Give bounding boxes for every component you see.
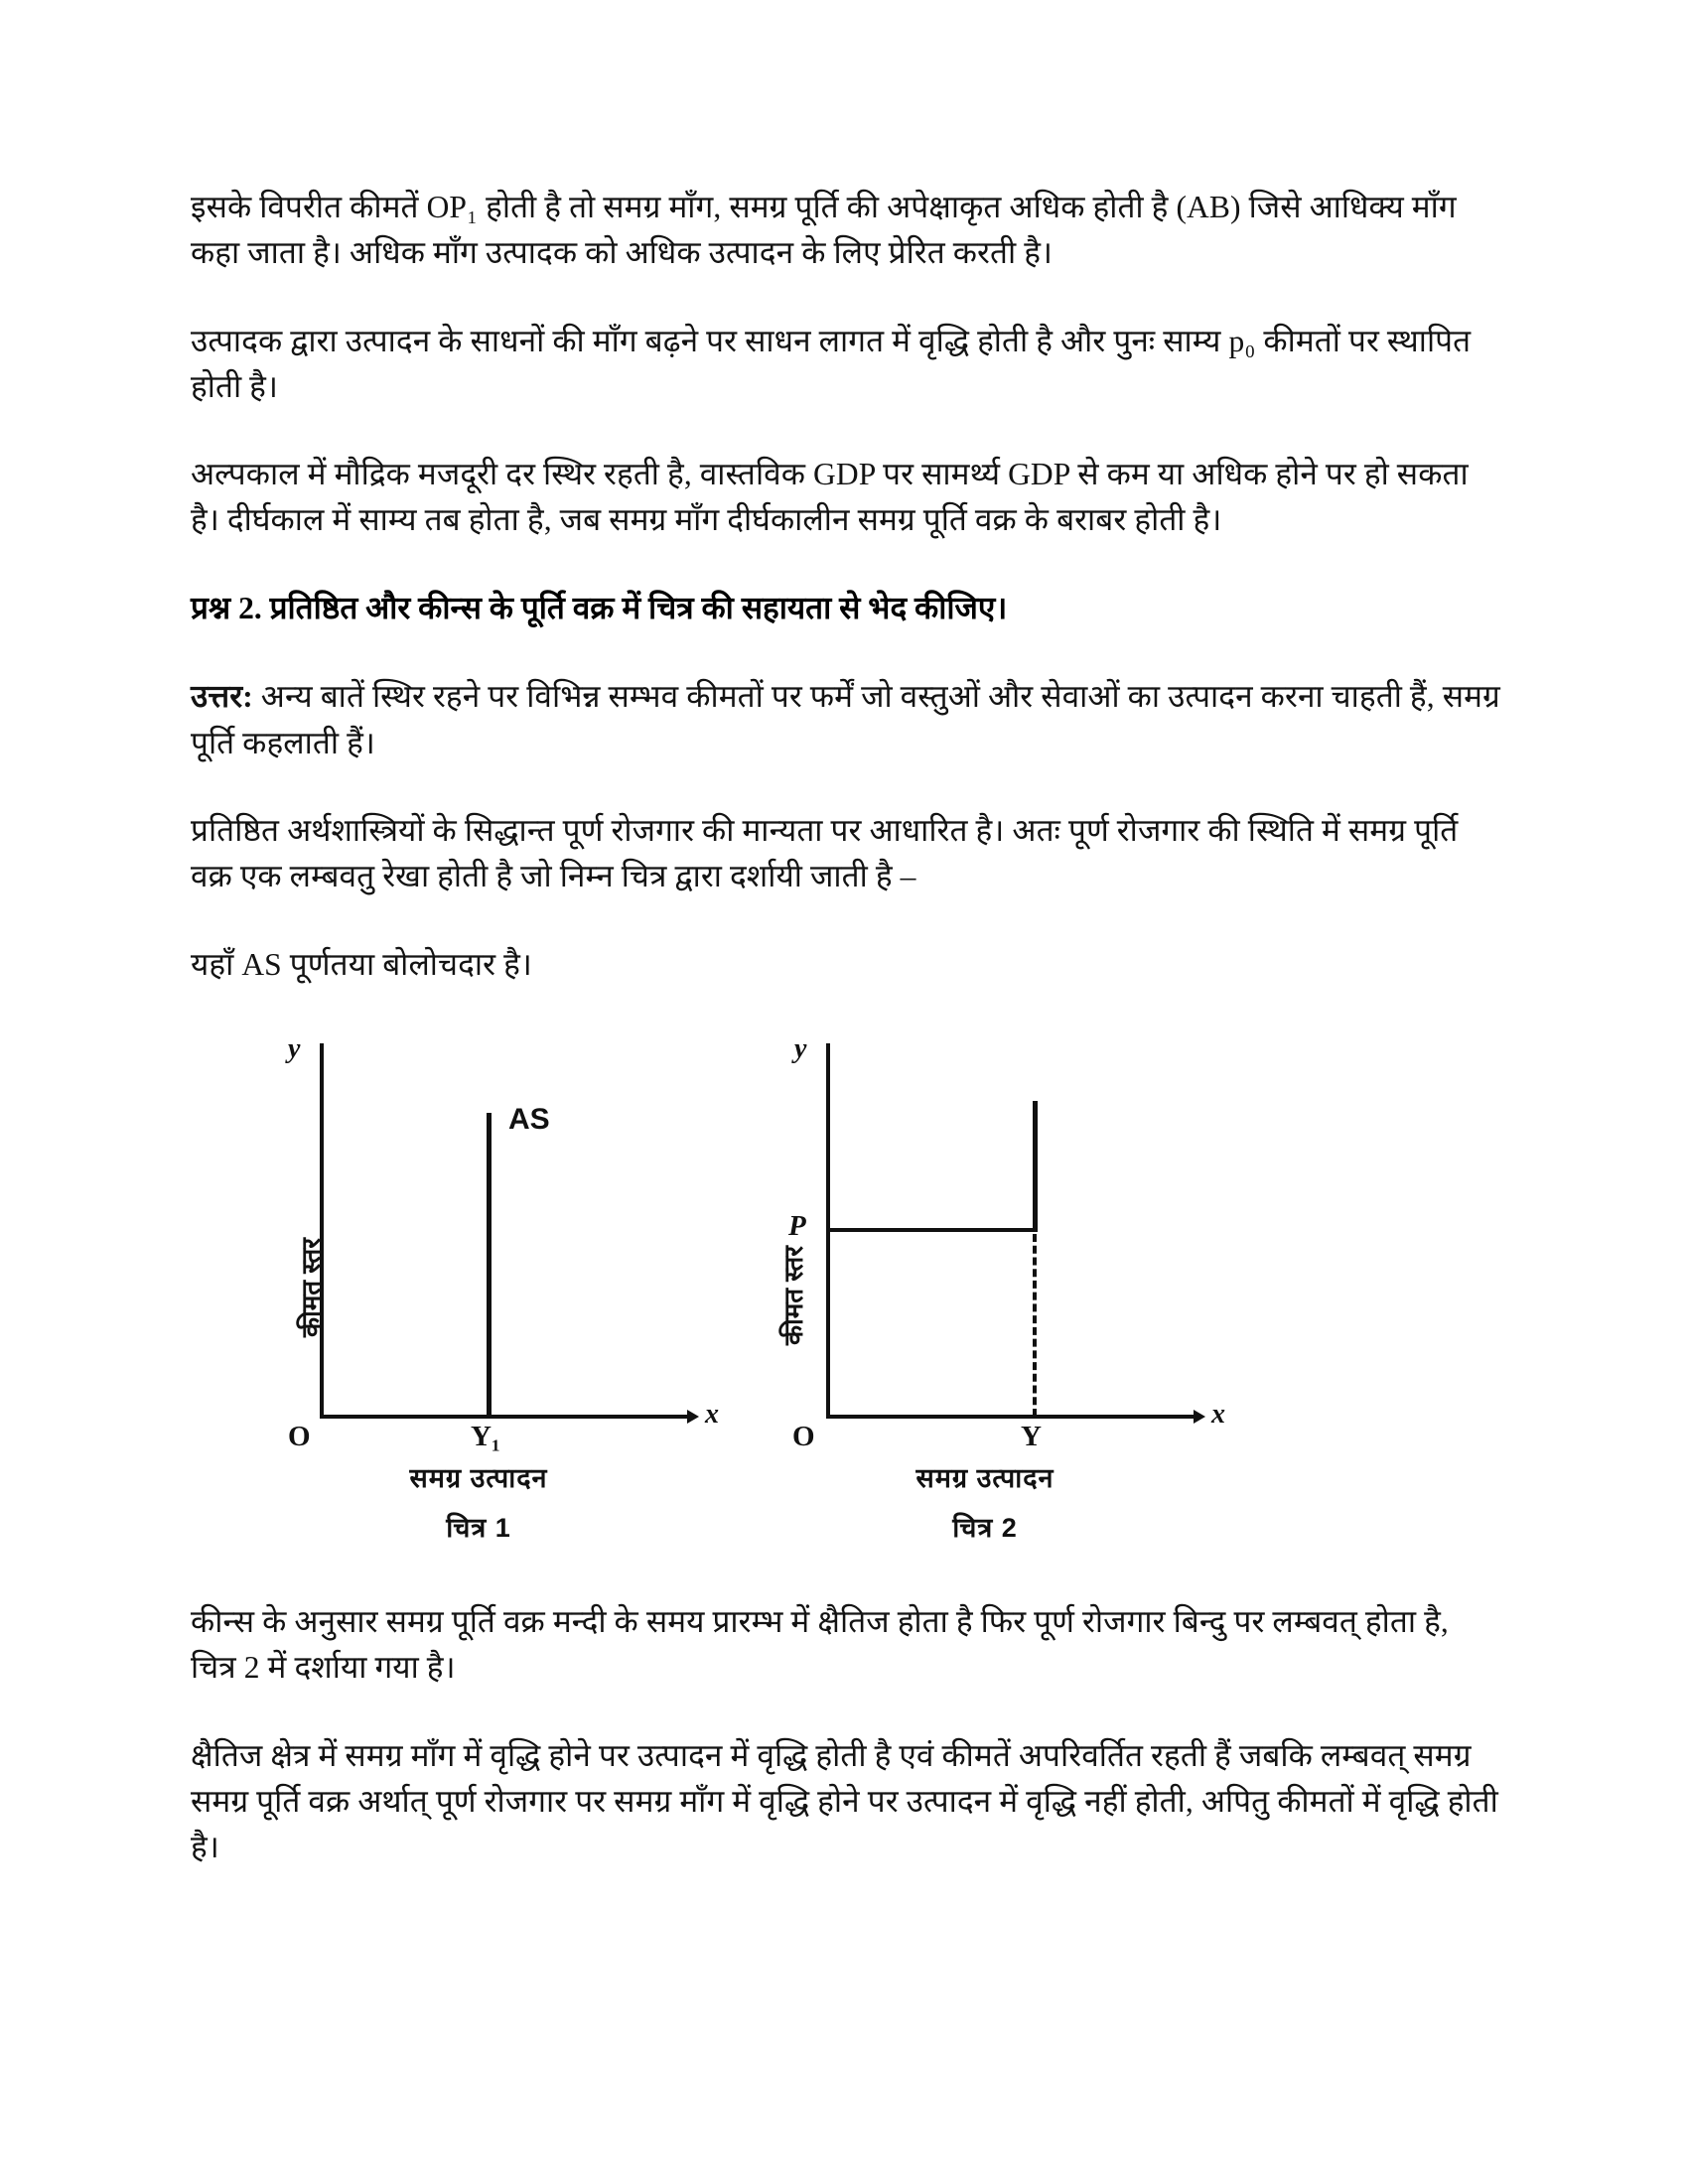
figure-2-x-axis-arrow-icon: [1194, 1410, 1205, 1424]
figure-1-x-axis-tip-label: x: [705, 1398, 719, 1430]
figure-1-plot: [220, 1029, 737, 1452]
paragraph-7: क्षैतिज क्षेत्र में समग्र माँग में वृद्धि होने पर उत्पादन में वृद्धि होती है एवं कीमतें अपरिवर्तित रहती हैं जबकि लम्बवत् समग्र समग्र पूर्ति वक्र अर्थात् पूर्ण रोजगार पर समग्र माँग में वृद्धि होने पर उत्पादन में वृद्धि नहीं होती, अपितु कीमतों में वृद्धि होती है।: [191, 1737, 1498, 1865]
figure-1-x-axis-arrow-icon: [687, 1410, 699, 1424]
figure-2-x-axis-tip-label: x: [1211, 1398, 1225, 1430]
figure-2-y-dashed-line: [1033, 1234, 1037, 1417]
figure-1-x-axis-title: समग्र उत्पादन: [409, 1462, 548, 1493]
answer-label: उत्तर:: [191, 679, 253, 715]
figure-2-y-axis-tip-label: y: [794, 1032, 807, 1064]
figure-1-y-axis-tip-label: y: [288, 1032, 301, 1064]
figure-1-x-axis: [320, 1415, 689, 1419]
figure-1-y-axis: [320, 1043, 324, 1419]
question-heading: [191, 586, 1501, 631]
paragraph-6: कीन्स के अनुसार समग्र पूर्ति वक्र मन्दी के समय प्रारम्भ में क्षैतिज होता है फिर पूर्ण रोजगार बिन्दु पर लम्बवत् होता है, चित्र 2 में दर्शाया गया है।: [191, 1603, 1449, 1686]
paragraph-4: प्रतिष्ठित अर्थशास्त्रियों के सिद्धान्त पूर्ण रोजगार की मान्यता पर आधारित है। अतः पूर्ण रोजगार की स्थिति में समग्र पूर्ति वक्र एक लम्बवतु रेखा होती है जो निम्न चित्र द्वारा दर्शायी जाती है –: [191, 813, 1459, 894]
figure-2-price-label: P: [788, 1209, 806, 1242]
figure-2-caption: चित्र 2: [952, 1512, 1018, 1543]
figure-1: [220, 1029, 737, 1566]
paragraph-2: उत्पादक द्वारा उत्पादन के साधनों की माँग बढ़ने पर साधन लागत में वृद्धि होती है और पुनः साम्य p₀ कीमतों पर स्थापित होती है।: [191, 323, 1472, 404]
figure-1-x-point-label: Y₁: [471, 1420, 500, 1452]
figure-1-y-axis-title: कीमत स्तर: [296, 1238, 326, 1337]
document-content: [191, 185, 1501, 1912]
figure-1-origin-label: O: [288, 1420, 311, 1452]
figure-2-x-point-label: Y: [1021, 1420, 1042, 1452]
figure-2-x-axis: [826, 1415, 1196, 1419]
answer-text: अन्य बातें स्थिर रहने पर विभिन्न सम्भव कीमतों पर फर्में जो वस्तुओं और सेवाओं का उत्पादन करना चाहती हैं, समग्र पूर्ति कहलाती हैं।: [191, 679, 1500, 760]
figures-block: [191, 1029, 1501, 1566]
figure-2-y-axis-title: कीमत स्तर: [778, 1246, 808, 1345]
figure-2-x-axis-title: समग्र उत्पादन: [915, 1462, 1055, 1493]
figure-2-plot: [727, 1029, 1243, 1452]
figure-1-as-curve: [487, 1113, 492, 1417]
figure-1-as-label: AS: [508, 1102, 550, 1136]
figure-1-caption: चित्र 1: [446, 1512, 511, 1543]
figure-2-as-vertical-segment: [1033, 1101, 1038, 1232]
figure-2-origin-label: O: [792, 1420, 815, 1452]
question-text: प्रतिष्ठित और कीन्स के पूर्ति वक्र में चित्र की सहायता से भेद कीजिए।: [269, 590, 1008, 625]
question-number: प्रश्न 2.: [191, 590, 262, 625]
paragraph-5: यहाँ AS पूर्णतया बोलोचदार है।: [191, 946, 532, 982]
answer-paragraph: [191, 674, 1501, 766]
paragraph-1: इसके विपरीत कीमतें OP₁ होती है तो समग्र माँग, समग्र पूर्ति की अपेक्षाकृत अधिक होती है (AB) जिसे आधिक्य माँग कहा जाता है। अधिक माँग उत्पादक को अधिक उत्पादन के लिए प्रेरित करती है।: [191, 190, 1457, 271]
figure-2-as-horizontal-segment: [828, 1228, 1035, 1232]
figure-2: [727, 1029, 1243, 1566]
paragraph-3: अल्पकाल में मौद्रिक मजदूरी दर स्थिर रहती है, वास्तविक GDP पर सामर्थ्य GDP से कम या अधिक होने पर हो सकता है। दीर्घकाल में साम्य तब होता है, जब समग्र माँग दीर्घकालीन समग्र पूर्ति वक्र के बराबर होती है।: [191, 457, 1469, 538]
